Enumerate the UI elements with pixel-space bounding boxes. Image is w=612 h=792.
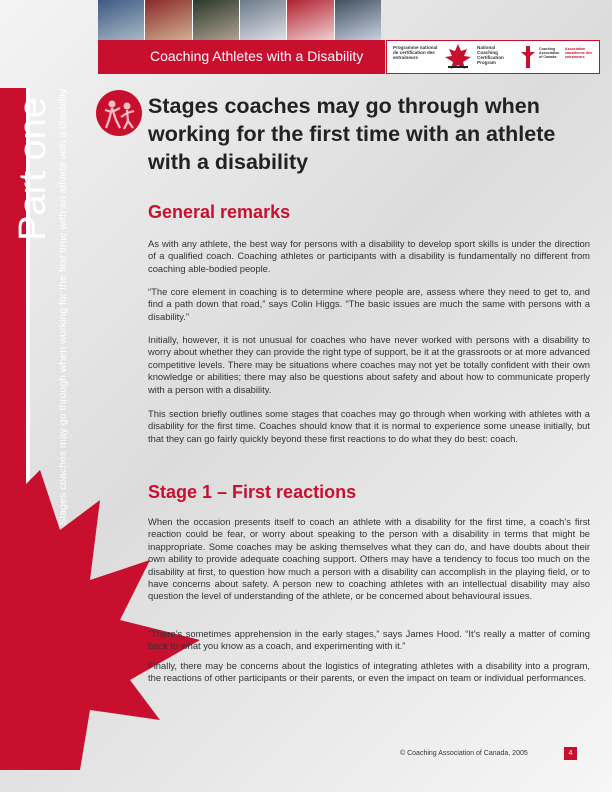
- ncci-maple-leaf-icon: [443, 43, 473, 71]
- cac-logo-text-fr: Association canadienne des entraîneurs: [565, 47, 592, 59]
- photo-thumbnail: [240, 0, 287, 40]
- ncci-logo-text-fr: Programme national de certification des entraîneurs: [393, 45, 438, 60]
- photo-thumbnail: [287, 0, 334, 40]
- photo-thumbnail: [98, 0, 145, 40]
- copyright-text: © Coaching Association of Canada, 2005: [400, 750, 528, 757]
- paragraph: Initially, however, it is not unusual for coaches who have never worked with persons with a disability to worry about whether they can provide the right type of support, be it at the grassroots or at more advanced competitive levels. There may be situations where coaches may not yet be totally confident with their own knowledge or abilities; there may also be questions about safety and about how to communicate properly with a person with a disability.: [148, 334, 590, 395]
- section-heading-general-remarks: General remarks: [148, 202, 291, 222]
- cac-logo-text-en: Coaching Association of Canada: [539, 47, 560, 59]
- athletes-emblem-icon: [96, 90, 142, 136]
- page-number: 4: [564, 747, 577, 760]
- photo-thumbnail: [145, 0, 192, 40]
- part-number: 1: [42, 650, 89, 744]
- paragraph: When the occasion presents itself to coach an athlete with a disability for the first time, a coach’s first reaction could be fear, or worry about speaking to the person with a disability in terms that might be inappropriate. Some coaches may be asking themselves what they can do, and have doubts about their own ability to provide adequate coaching support. Others may have a tendency to focus too much on the disability at first, to question how much a person with a disability can accomplish in the playing field, or to have concerns about safety. A person new to coaching athletes with an intellectual disability may also question the level of understanding of the athlete, or be concerned about behavioural issues.: [148, 516, 590, 602]
- paragraph: “There’s sometimes apprehension in the early stages,” says James Hood. “It’s really a matter of coming back to what you know as a coach, and experimenting with it.”: [148, 628, 590, 652]
- maple-leaf-decoration-icon: [0, 470, 210, 770]
- part-label: Part one: [12, 97, 54, 241]
- section-heading-stage-1: Stage 1 – First reactions: [148, 482, 357, 502]
- paragraph: Finally, there may be concerns about the logistics of integrating athletes with a disability into a program, the reactions of other participants or their parents, or even the impact on team or individual performances.: [148, 660, 590, 684]
- paragraph: This section briefly outlines some stages that coaches may go through when working with athletes with a disability for the first time. Coaches should know that it is normal to experience some unease initially, but that they can go fairly quickly beyond these first reactions to do what they do best: coach.: [148, 408, 590, 444]
- header-title: Coaching Athletes with a Disability: [150, 48, 364, 64]
- logo-bar: [386, 40, 600, 74]
- photo-thumbnail: [335, 0, 381, 40]
- photo-thumbnail: [193, 0, 240, 40]
- ncci-logo-text-en: National Coaching Certification Program: [477, 45, 504, 65]
- page-title: Stages coaches may go through when working for the first time with an athlete with a disability: [148, 94, 556, 174]
- cac-logo-icon: [519, 44, 537, 70]
- header-photo-strip: [98, 0, 381, 40]
- sidebar-vertical-title: Stages coaches may go through when working for the first time with an athlete with a disability: [57, 88, 69, 526]
- paragraph: “The core element in coaching is to determine where people are, assess where they need to get to, and find a path down that road,” says Colin Higgs. “The basic issues are much the same with persons with a disability.”: [148, 286, 590, 322]
- paragraph: As with any athlete, the best way for persons with a disability to develop sport skills is under the direction of a qualified coach. Coaching athletes or participants with a disability is fundamentally no different from coaching able-bodied people.: [148, 238, 590, 274]
